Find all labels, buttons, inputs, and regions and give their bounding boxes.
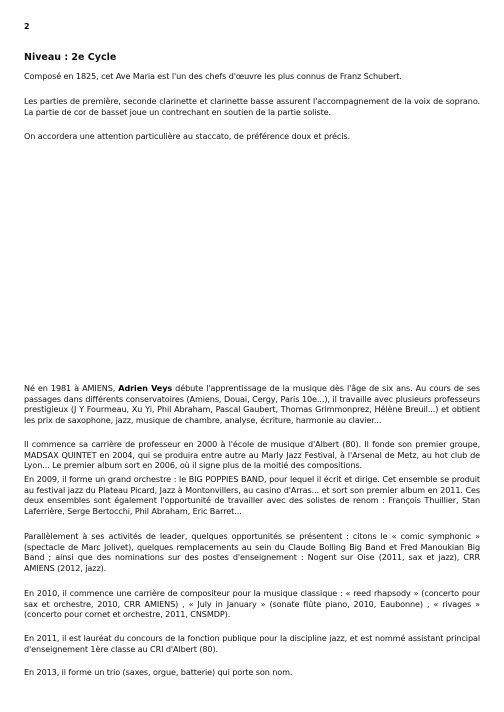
paragraph-staccato: On accordera une attention particulière au staccato, de préférence doux et précis.	[24, 131, 351, 141]
paragraph-composer: En 2010, il commence une carrière de compositeur pour la musique classique : « reed rhapsody » (concerto pour sax et orchestre, 2010, CRR AMIENS) , « July in January » (sonate flûte piano, 2010, Eaubonne) , « rivages » (concerto pour cornet et orchestre, 2011, CNSMDP).	[24, 588, 480, 620]
paragraph-big-band: En 2009, il forme un grand orchestre : le BIG POPPIES BAND, pour lequel il écrit et dirige. Cet ensemble se produit au festival jazz du Plateau Picard, Jazz à Montonvillers, au casino d'Arras... et sort son premier album en 2011. Ces deux ensembles sont également l'opportunité de travailler avec des solistes de renom : François Thuillier, Stan Laferrière, Serge Bertocchi, Phil Abraham, Eric Barret...	[24, 474, 480, 516]
bio-text-before: Né en 1981 à AMIENS,	[24, 383, 119, 393]
composer-name: Adrien Veys	[118, 383, 173, 393]
page-number: 2	[24, 22, 30, 31]
paragraph-laureate: En 2011, il est lauréat du concours de la fonction publique pour la discipline jazz, et est nommé assistant principal d'enseignement 1ère classe au CRI d'Albert (80).	[24, 633, 480, 654]
paragraph-trio: En 2013, il forme un trio (saxes, orgue, batterie) qui porte son nom.	[24, 667, 293, 677]
level-heading: Niveau : 2e Cycle	[24, 52, 117, 63]
paragraph-career-start: Il commence sa carrière de professeur en 2000 à l'école de musique d'Albert (80). Il fonde son premier groupe, MADSAX QUINTET en 2004, qui se produira entre autre au Marly Jazz Festival, à l'Arsenal de Metz, au hot club de Lyon... Le premier album sort en 2006, où il signe plus de la moitié des compositions.	[24, 439, 480, 471]
paragraph-parts: Les parties de première, seconde clarinette et clarinette basse assurent l'accompagnement de la voix de soprano. La partie de cor de basset joue un contrechant en soutien de la partie soliste.	[24, 96, 480, 117]
paragraph-leader: Parallèlement à ses activités de leader, quelques opportunités se présentent : citons le « comic symphonic » (spectacle de Marc Jolivet), quelques remplacements au sein du Claude Bolling Big Band et Fred Manoukian Big Band ; ainsi que des nominations sur des postes d'enseignement : Nogent sur Oise (2011, sax et jazz), CRR AMIENS (2012, jazz).	[24, 531, 480, 573]
paragraph-intro: Composé en 1825, cet Ave Maria est l'un des chefs d'œuvre les plus connus de Franz Schubert.	[24, 71, 402, 81]
paragraph-biography	[24, 383, 480, 425]
bio-text-after: débute l'apprentissage de la musique dès l'âge de six ans. Au cours de ses passages dans différents conservatoires (Amiens, Douai, Cergy, Paris 10e...), il travaille avec plusieurs professeurs prestigieux (J Y Fourmeau, Xu Yi, Phil Abraham, Pascal Gaubert, Thomas Grimmonprez, Hélène Breuil...) et obtient les prix de saxophone, jazz, musique de chambre, analyse, écriture, harmonie au clavier...	[24, 383, 480, 425]
